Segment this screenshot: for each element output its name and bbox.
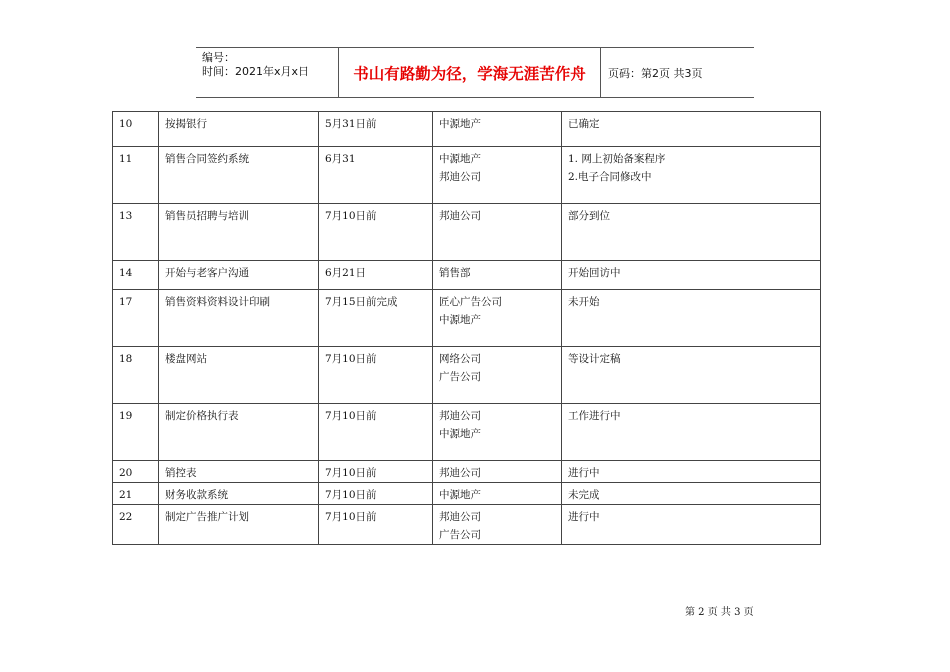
responsible-party-cell: [433, 505, 562, 545]
responsible-party-line: 广告公司: [439, 371, 481, 383]
progress-status-line: 进行中: [568, 467, 600, 479]
responsible-party-line: 匠心广告公司: [439, 296, 502, 308]
progress-status-cell: [562, 112, 821, 147]
progress-status-line: 未完成: [568, 489, 600, 501]
deadline-cell: 7月10日前: [319, 347, 433, 404]
progress-status-line: 开始回访中: [568, 267, 621, 279]
deadline-cell: 6月31: [319, 147, 433, 204]
row-number-cell: 19: [113, 404, 159, 461]
deadline-cell: 7月10日前: [319, 404, 433, 461]
row-number-cell: 14: [113, 261, 159, 290]
progress-status-line: 1. 网上初始备案程序: [568, 153, 666, 165]
responsible-party-cell: [433, 290, 562, 347]
deadline-cell: 7月10日前: [319, 204, 433, 261]
page-header: [196, 47, 754, 98]
progress-status-line: 部分到位: [568, 210, 610, 222]
task-name-cell: 销售资料资料设计印刷: [159, 290, 319, 347]
header-meta: [196, 48, 339, 97]
deadline-cell: 5月31日前: [319, 112, 433, 147]
task-name-cell: 制定价格执行表: [159, 404, 319, 461]
responsible-party-line: 邦迪公司: [439, 171, 481, 183]
responsible-party-cell: [433, 112, 562, 147]
table-row: [113, 204, 821, 261]
deadline-cell: 7月10日前: [319, 505, 433, 545]
row-number-cell: 13: [113, 204, 159, 261]
responsible-party-line: 邦迪公司: [439, 511, 481, 523]
responsible-party-line: 邦迪公司: [439, 467, 481, 479]
progress-status-cell: [562, 483, 821, 505]
progress-status-line: 工作进行中: [568, 410, 621, 422]
table-row: [113, 461, 821, 483]
row-number-cell: 21: [113, 483, 159, 505]
task-name-cell: 制定广告推广计划: [159, 505, 319, 545]
progress-status-cell: [562, 204, 821, 261]
header-page-info: 页码：第2页 共3页: [608, 66, 703, 80]
task-table: [112, 111, 821, 545]
row-number-cell: 10: [113, 112, 159, 147]
row-number-cell: 18: [113, 347, 159, 404]
table-row: [113, 290, 821, 347]
progress-status-cell: [562, 147, 821, 204]
page-footer: 第 2 页 共 3 页: [685, 607, 754, 618]
progress-status-cell: [562, 505, 821, 545]
responsible-party-line: 销售部: [439, 267, 471, 279]
task-name-cell: 财务收款系统: [159, 483, 319, 505]
row-number-cell: 22: [113, 505, 159, 545]
deadline-cell: 7月10日前: [319, 461, 433, 483]
row-number-cell: 20: [113, 461, 159, 483]
progress-status-line: 等设计定稿: [568, 353, 621, 365]
table-row: [113, 505, 821, 545]
progress-status-cell: [562, 347, 821, 404]
number-label: 编号：: [202, 51, 235, 64]
progress-status-line: 2.电子合同修改中: [568, 171, 652, 183]
responsible-party-line: 中源地产: [439, 489, 481, 501]
header-motto: 书山有路勤为径，学海无涯苦作舟: [339, 48, 601, 97]
table-row: [113, 404, 821, 461]
progress-status-line: 已确定: [568, 118, 600, 130]
deadline-cell: 6月21日: [319, 261, 433, 290]
responsible-party-line: 中源地产: [439, 153, 481, 165]
table-row: [113, 112, 821, 147]
progress-status-cell: [562, 290, 821, 347]
responsible-party-line: 网络公司: [439, 353, 481, 365]
responsible-party-cell: [433, 461, 562, 483]
responsible-party-line: 中源地产: [439, 428, 481, 440]
progress-status-cell: [562, 404, 821, 461]
responsible-party-line: 邦迪公司: [439, 210, 481, 222]
row-number-cell: 11: [113, 147, 159, 204]
progress-status-cell: [562, 461, 821, 483]
table-row: [113, 347, 821, 404]
progress-status-line: 未开始: [568, 296, 600, 308]
time-label: 时间：2021年x月x日: [202, 65, 310, 78]
table-row: [113, 147, 821, 204]
progress-status-cell: [562, 261, 821, 290]
task-name-cell: 按揭银行: [159, 112, 319, 147]
row-number-cell: 17: [113, 290, 159, 347]
responsible-party-line: 中源地产: [439, 118, 481, 130]
responsible-party-cell: [433, 261, 562, 290]
task-name-cell: 楼盘网站: [159, 347, 319, 404]
responsible-party-cell: [433, 147, 562, 204]
task-name-cell: 销售合同签约系统: [159, 147, 319, 204]
task-name-cell: 销控表: [159, 461, 319, 483]
responsible-party-cell: [433, 483, 562, 505]
progress-status-line: 进行中: [568, 511, 600, 523]
responsible-party-cell: [433, 204, 562, 261]
responsible-party-line: 邦迪公司: [439, 410, 481, 422]
task-name-cell: 开始与老客户沟通: [159, 261, 319, 290]
task-name-cell: 销售员招聘与培训: [159, 204, 319, 261]
deadline-cell: 7月15日前完成: [319, 290, 433, 347]
responsible-party-cell: [433, 404, 562, 461]
deadline-cell: 7月10日前: [319, 483, 433, 505]
table-row: [113, 483, 821, 505]
table-row: [113, 261, 821, 290]
responsible-party-line: 广告公司: [439, 529, 481, 541]
responsible-party-cell: [433, 347, 562, 404]
responsible-party-line: 中源地产: [439, 314, 481, 326]
